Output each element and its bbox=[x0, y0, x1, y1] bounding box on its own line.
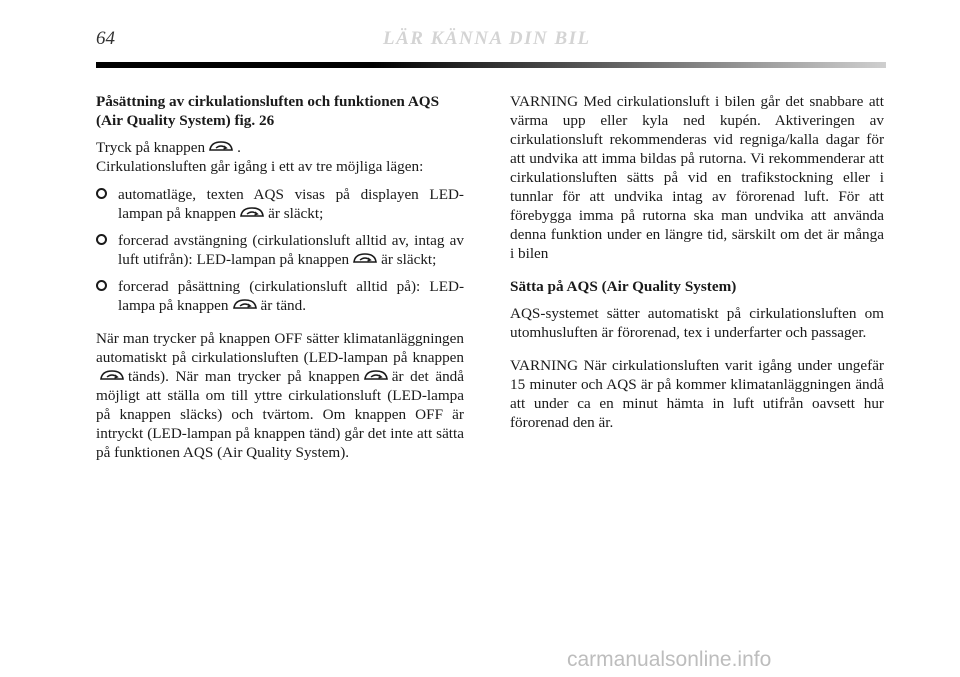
text: är tänd. bbox=[260, 297, 307, 314]
text: automatläge, texten AQS visas på displayen LED-lampan på knappen bbox=[118, 186, 464, 222]
text: . bbox=[237, 139, 241, 156]
text: tänds). När man trycker på knappen bbox=[128, 368, 360, 385]
text: forcerad påsättning (cirkulationsluft alltid på): LED-lampa på knappen bbox=[118, 278, 464, 314]
warning-aqs: VARNING När cirkulationsluften varit igång under ungefär 15 minuter och AQS är på kommer klimatanläggningen ändå att under ca en minut hämta in luft utifrån oavsett hur förorenad den är. bbox=[510, 357, 884, 431]
recirculation-icon bbox=[239, 206, 265, 220]
page-number: 64 bbox=[96, 28, 115, 49]
section-heading-aqs: Sätta på AQS (Air Quality System) bbox=[510, 278, 737, 295]
text: Tryck på knappen bbox=[96, 139, 206, 156]
list-item bbox=[96, 231, 464, 269]
text: Cirkulationsluften går igång i ett av tre möjliga lägen: bbox=[96, 158, 424, 175]
recirculation-icon bbox=[208, 140, 234, 154]
text: När man trycker på knappen OFF sätter klimatanläggningen automatiskt på cirkulationsluften (LED-lampan på knappen bbox=[96, 330, 464, 366]
text: är släckt; bbox=[268, 205, 324, 222]
section-heading: Påsättning av cirkulationsluften och funktionen AQS (Air Quality System) fig. 26 bbox=[96, 93, 440, 129]
paragraph-aqs: AQS-systemet sätter automatiskt på cirkulationsluften om utomhusluften är förorenad, tex i underfarter och passager. bbox=[510, 305, 884, 341]
text: forcerad avstängning (cirkulationsluft alltid av, intag av luft utifrån): LED-lampan på knappen bbox=[118, 232, 464, 268]
bullet-marker bbox=[96, 280, 107, 291]
paragraph-press-button bbox=[96, 138, 464, 176]
recirculation-icon bbox=[99, 369, 125, 383]
left-column bbox=[96, 92, 464, 471]
list-item bbox=[96, 277, 464, 315]
header-rule bbox=[96, 62, 886, 68]
recirculation-icon bbox=[352, 252, 378, 266]
list-item bbox=[96, 185, 464, 223]
bullet-marker bbox=[96, 188, 107, 199]
watermark: carmanualsonline.info bbox=[567, 648, 772, 671]
recirculation-icon bbox=[363, 369, 389, 383]
text: är släckt; bbox=[381, 251, 437, 268]
running-head: LÄR KÄNNA DIN BIL bbox=[383, 28, 591, 49]
text: är det ändå möjligt att ställa om till yttre cirkulationsluft (LED-lampa på knappen släcks) och tvärtom. Om knappen OFF är intryckt (LED-lampan på knappen tänd) går det inte att sätta på funktionen AQS (Air Quality System). bbox=[96, 368, 464, 461]
paragraph-off-button bbox=[96, 329, 464, 462]
right-column bbox=[510, 92, 884, 441]
bullet-marker bbox=[96, 234, 107, 245]
warning-recirculation: VARNING Med cirkulationsluft i bilen går det snabbare att värma upp eller kyla ned kupén. Aktiveringen av cirkulationsluft rekommenderas vid regniga/kalla dagar för att undvika att imma bildas på rutorna. Vi rekommenderar att cirkulationsluften sätts på vid en trafikstockning eller i tunnlar för att undvika intag av förorenad luft. För att förebygga imma på rutorna ska man undvika att använda denna funktion under en längre tid, särskilt om det är många i bilen bbox=[510, 93, 884, 262]
recirculation-icon bbox=[232, 298, 258, 312]
